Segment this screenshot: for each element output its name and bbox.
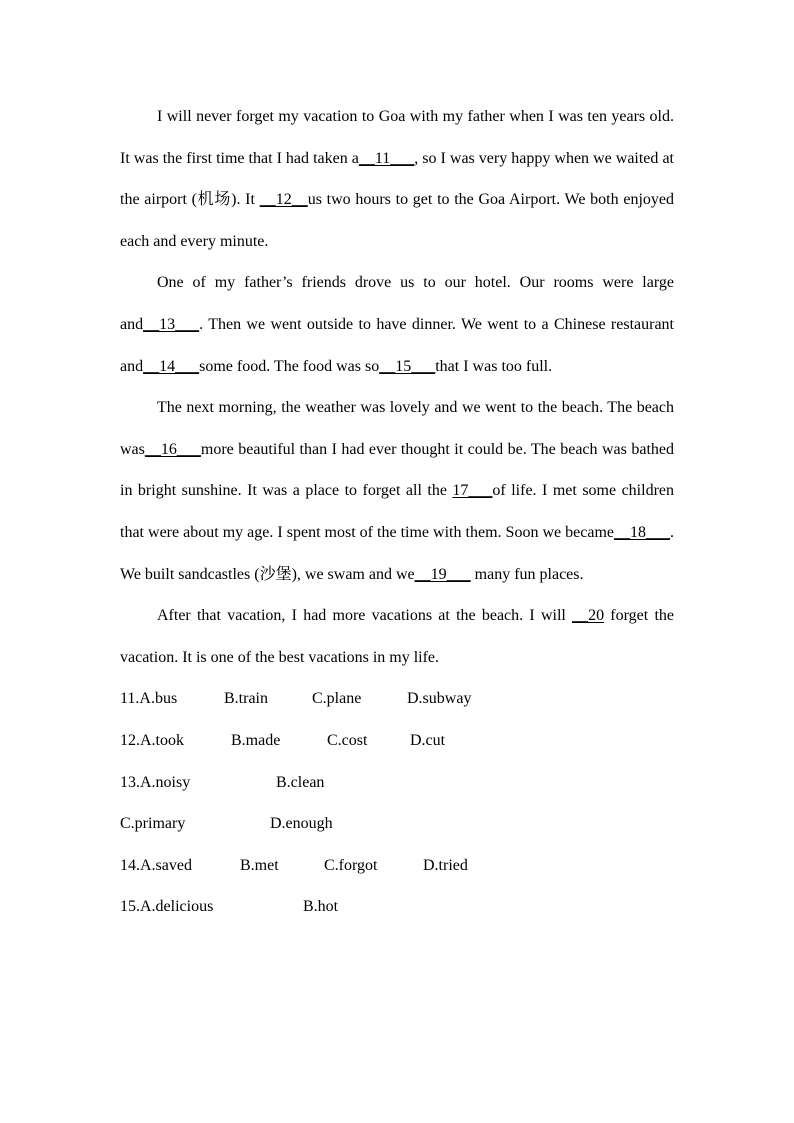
option-row — [120, 886, 674, 928]
passage-text: of life. I met some children that were about my age. I spent most of the time with them. Soon we became — [120, 482, 674, 541]
answer-options — [120, 678, 674, 928]
passage-text: forget the vacation. It is one of the best vacations in my life. — [120, 607, 674, 666]
answer-option[interactable]: 15.A.delicious — [120, 898, 214, 916]
passage-text: After that vacation, I had more vacations at the beach. I will — [157, 607, 573, 625]
answer-blank: __11___ — [358, 149, 415, 167]
answer-option[interactable]: D.cut — [410, 731, 446, 749]
passage-paragraph — [120, 595, 674, 678]
reading-passage — [120, 96, 674, 678]
answer-blank: __18___ — [614, 523, 670, 541]
option-row — [120, 803, 674, 845]
worksheet-page — [120, 96, 674, 928]
answer-option[interactable]: B.hot — [303, 898, 339, 916]
answer-option[interactable]: B.met — [240, 856, 279, 874]
answer-option[interactable]: B.made — [231, 731, 281, 749]
answer-option[interactable]: 11.A.bus — [120, 690, 178, 708]
answer-option[interactable]: C.primary — [120, 815, 186, 833]
answer-option[interactable]: C.cost — [327, 731, 368, 749]
option-row — [120, 845, 674, 887]
answer-blank: __13___ — [143, 315, 200, 333]
answer-blank: __14___ — [143, 357, 200, 375]
passage-text: I will never forget my vacation to Goa with my father when I was ten years old. It was the first time that I had taken a — [120, 108, 674, 167]
answer-option[interactable]: B.train — [224, 690, 268, 708]
passage-text: One of my father’s friends drove us to our hotel. Our rooms were large and — [120, 274, 674, 333]
answer-blank: __16___ — [144, 440, 201, 458]
passage-paragraph — [120, 387, 674, 595]
answer-option[interactable]: C.plane — [312, 690, 362, 708]
passage-text: . We built sandcastles (沙堡), we swam and we — [120, 523, 674, 583]
option-row — [120, 720, 674, 762]
answer-option[interactable]: 12.A.took — [120, 731, 184, 749]
answer-option[interactable]: C.forgot — [324, 856, 378, 874]
answer-blank: __20 — [572, 607, 605, 625]
passage-text: more beautiful than I had ever thought it could be. The beach was bathed in bright sunshine. It was a place to forget all the — [120, 440, 674, 500]
answer-option[interactable]: 14.A.saved — [120, 856, 192, 874]
passage-text: that I was too full. — [435, 357, 553, 375]
passage-text: many fun places. — [470, 565, 584, 583]
option-row — [120, 678, 674, 720]
answer-option[interactable]: D.subway — [407, 690, 472, 708]
passage-text: . Then we went outside to have dinner. We went to a Chinese restaurant and — [120, 315, 674, 375]
answer-blank: __15___ — [379, 357, 436, 375]
passage-paragraph — [120, 262, 674, 387]
answer-blank: __12__ — [259, 191, 308, 209]
passage-text: us two hours to get to the Goa Airport. We both enjoyed each and every minute. — [120, 191, 674, 250]
answer-blank: 17___ — [452, 482, 493, 500]
answer-blank: __19___ — [414, 565, 471, 583]
option-row — [120, 762, 674, 804]
passage-text: The next morning, the weather was lovely and we went to the beach. The beach was — [120, 399, 674, 458]
passage-text: , so I was very happy when we waited at the airport (机场). It — [120, 149, 674, 209]
answer-option[interactable]: 13.A.noisy — [120, 773, 191, 791]
passage-text: some food. The food was so — [199, 357, 380, 375]
passage-paragraph — [120, 96, 674, 262]
answer-option[interactable]: D.tried — [423, 856, 468, 874]
answer-option[interactable]: D.enough — [270, 815, 333, 833]
answer-option[interactable]: B.clean — [276, 773, 325, 791]
